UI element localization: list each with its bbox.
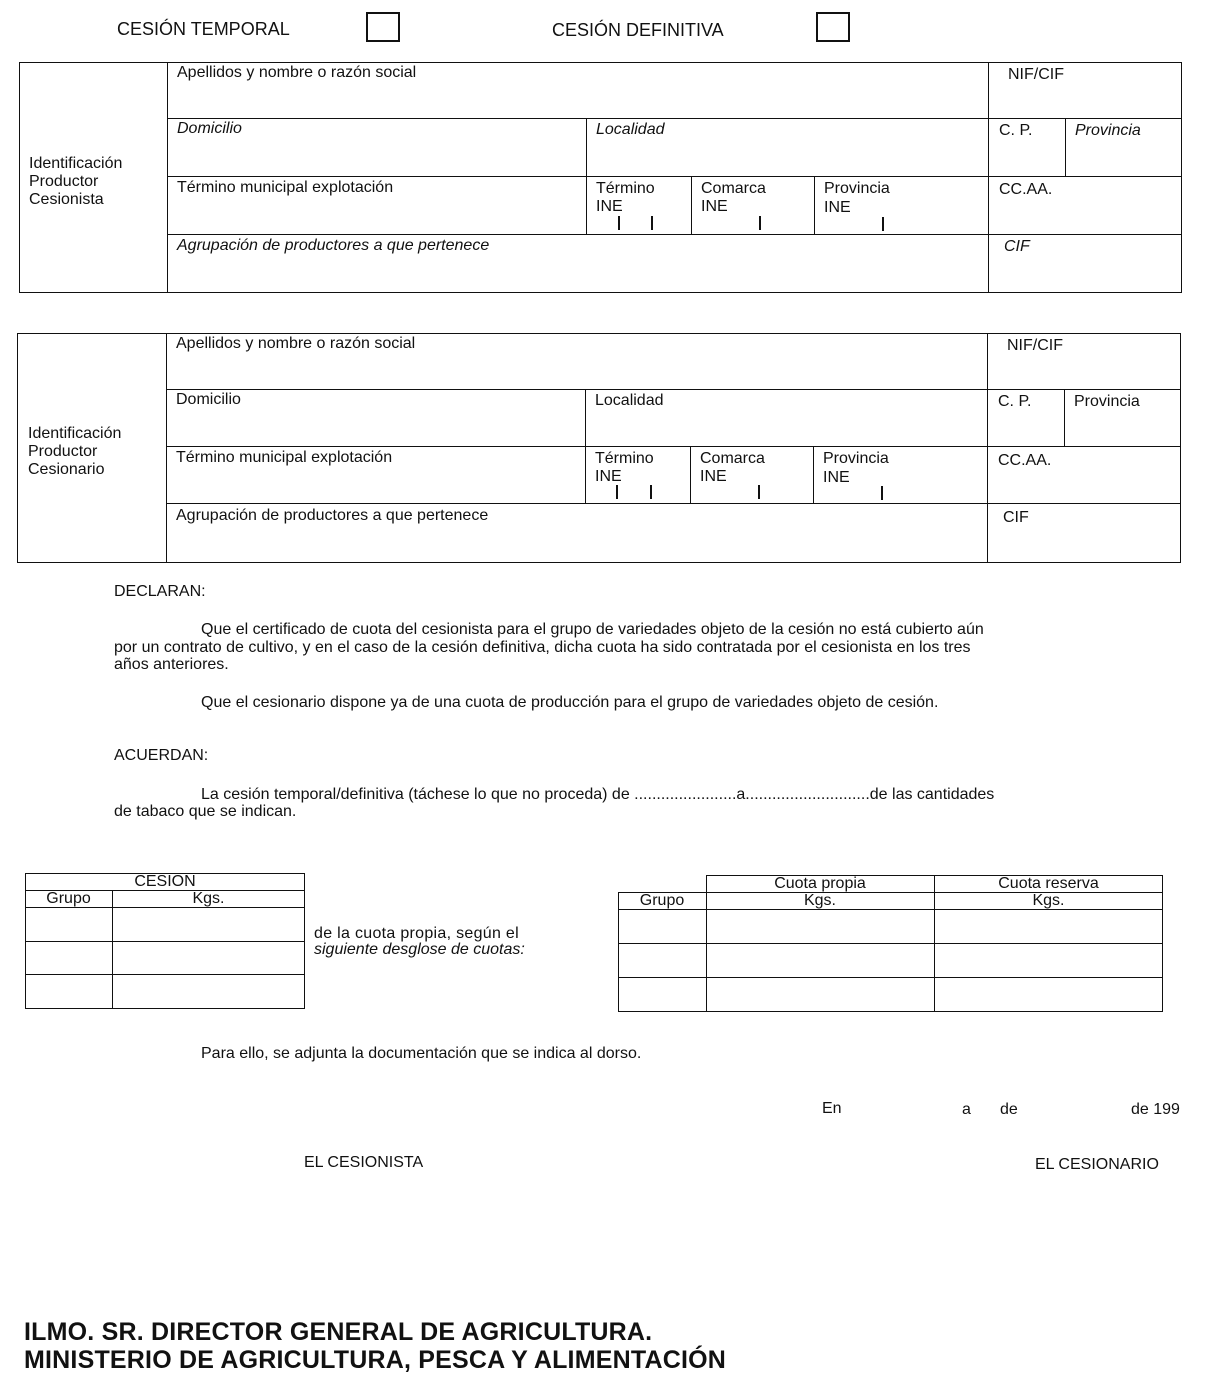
cesionista-ccaa-label: CC.AA. [999,181,1053,198]
acuerdan-line1: La cesión temporal/definitiva (táchese lo que no proceda) de .......................a............................de las cantidades [201,786,995,803]
cuota-reserva-header: Cuota reserva [998,875,1099,892]
cesionario-domicilio-label: Domicilio [176,391,241,408]
cesion-table-title: CESION [134,873,196,890]
cesion-col-grupo: Grupo [46,890,91,907]
cesionario-provincia-label: Provincia [1074,393,1140,410]
ine-digit-divider [759,216,761,230]
footer-line2: MINISTERIO DE AGRICULTURA, PESCA Y ALIMENTACIÓN [24,1346,727,1374]
cesionario-side-label-1: Identificación [28,425,122,442]
cesion-kgs-cell[interactable] [114,942,304,973]
cesionista-nif-label: NIF/CIF [1008,66,1064,83]
firma-cesionario: EL CESIONARIO [1035,1156,1159,1173]
cesionista-comarca-label: Comarca [701,180,766,197]
cuota-reserva-cell[interactable] [936,944,1162,976]
declaran-p2: Que el cesionario dispone ya de una cuota de producción para el grupo de variedades objeto de cesión. [201,694,939,711]
cesion-definitiva-checkbox[interactable] [816,12,850,42]
cesionista-ine-1-label: INE [596,198,623,215]
cesion-grupo-cell[interactable] [26,908,111,940]
cuota-propia-cell[interactable] [708,910,933,942]
ine-digit-divider [758,485,760,499]
cesionario-ine-1-label: INE [595,468,622,485]
cesionista-agrupacion-label: Agrupación de productores a que pertenece [177,237,490,254]
declaran-title: DECLARAN: [114,583,206,600]
cuota-col-grupo: Grupo [639,892,685,909]
cesionista-side-label-3: Cesionista [29,191,104,208]
cesionista-termino-municipal-label: Término municipal explotación [177,179,394,196]
cesionista-domicilio-label: Domicilio [177,120,242,137]
fecha-de-year: de 199 [1131,1101,1180,1118]
cesionario-nif-label: NIF/CIF [1007,337,1063,354]
declaran-p1-line3: años anteriores. [114,656,229,673]
cesionario-termino-label: Término [595,450,654,467]
cuota-grupo-cell[interactable] [619,944,705,976]
cesion-col-kgs: Kgs. [192,890,225,907]
ine-digit-divider [881,486,883,500]
cesionario-termino-municipal-label: Término municipal explotación [176,449,393,466]
cesionista-cp-label: C. P. [999,122,1033,139]
cesionista-side-label-2: Productor [29,173,99,190]
ine-digit-divider [618,216,620,230]
ine-digit-divider [650,485,652,499]
acuerdan-title: ACUERDAN: [114,747,209,764]
cuota-reserva-kgs: Kgs. [1032,892,1065,909]
cesion-kgs-cell[interactable] [114,908,304,940]
ine-digit-divider [651,216,653,230]
fecha-de: de [1000,1101,1018,1118]
declaran-p1-line2: por un contrato de cultivo, y en el caso de la cesión definitiva, dicha cuota ha sido contratada por el cesionista en los tres [114,639,971,656]
middle-text-line2: siguiente desglose de cuotas: [314,941,525,958]
cuota-grupo-cell[interactable] [619,910,705,942]
cesionista-provincia-label: Provincia [1075,122,1141,139]
cuota-reserva-cell[interactable] [936,910,1162,942]
cesionario-localidad-label: Localidad [595,392,664,409]
cesionario-cp-label: C. P. [998,393,1032,410]
cesionario-apellidos-label: Apellidos y nombre o razón social [176,335,416,352]
cesionista-provincia2-label: Provincia [824,180,890,197]
ine-digit-divider [616,485,618,499]
footer-line1: ILMO. SR. DIRECTOR GENERAL DE AGRICULTURA. [24,1318,653,1346]
middle-text-line1: de la cuota propia, según el [314,925,519,942]
acuerdan-line2: de tabaco que se indican. [114,803,297,820]
cuota-propia-kgs: Kgs. [803,892,836,909]
cuota-propia-header: Cuota propia [774,875,866,892]
cesionista-apellidos-label: Apellidos y nombre o razón social [177,64,417,81]
cesion-kgs-cell[interactable] [114,975,304,1007]
cesionario-ine-3-label: INE [823,469,850,486]
cesionista-side-label-1: Identificación [29,155,123,172]
cesion-grupo-cell[interactable] [26,975,111,1007]
declaran-p1-line1: Que el certificado de cuota del cesionista para el grupo de variedades objeto de la cesión no está cubierto aún [201,621,984,638]
cesionario-ccaa-label: CC.AA. [998,452,1052,469]
adjunta-text: Para ello, se adjunta la documentación que se indica al dorso. [201,1045,642,1062]
cuota-reserva-cell[interactable] [936,978,1162,1010]
cuota-grupo-cell[interactable] [619,978,705,1010]
ine-digit-divider [882,217,884,231]
cesionario-agrupacion-label: Agrupación de productores a que pertenece [176,507,489,524]
firma-cesionista: EL CESIONISTA [304,1154,424,1171]
cesion-definitiva-label: CESIÓN DEFINITIVA [552,20,724,40]
cesionario-side-label-3: Cesionario [28,461,105,478]
cesionario-side-label-2: Productor [28,443,98,460]
fecha-a: a [962,1101,971,1118]
cesionista-ine-2-label: INE [701,198,728,215]
cuota-propia-cell[interactable] [708,944,933,976]
cesionista-cif-label: CIF [1004,238,1030,255]
cesion-temporal-label: CESIÓN TEMPORAL [117,19,290,39]
cesionario-provincia2-label: Provincia [823,450,889,467]
cesionario-comarca-label: Comarca [700,450,765,467]
fecha-en: En [822,1100,842,1117]
cuota-propia-cell[interactable] [708,978,933,1010]
cesionario-cif-label: CIF [1003,509,1029,526]
cesionista-localidad-label: Localidad [596,121,665,138]
cesion-grupo-cell[interactable] [26,942,111,973]
cesionario-ine-2-label: INE [700,468,727,485]
cesionista-termino-label: Término [596,180,655,197]
cesion-temporal-checkbox[interactable] [366,12,400,42]
cesionista-ine-3-label: INE [824,199,851,216]
